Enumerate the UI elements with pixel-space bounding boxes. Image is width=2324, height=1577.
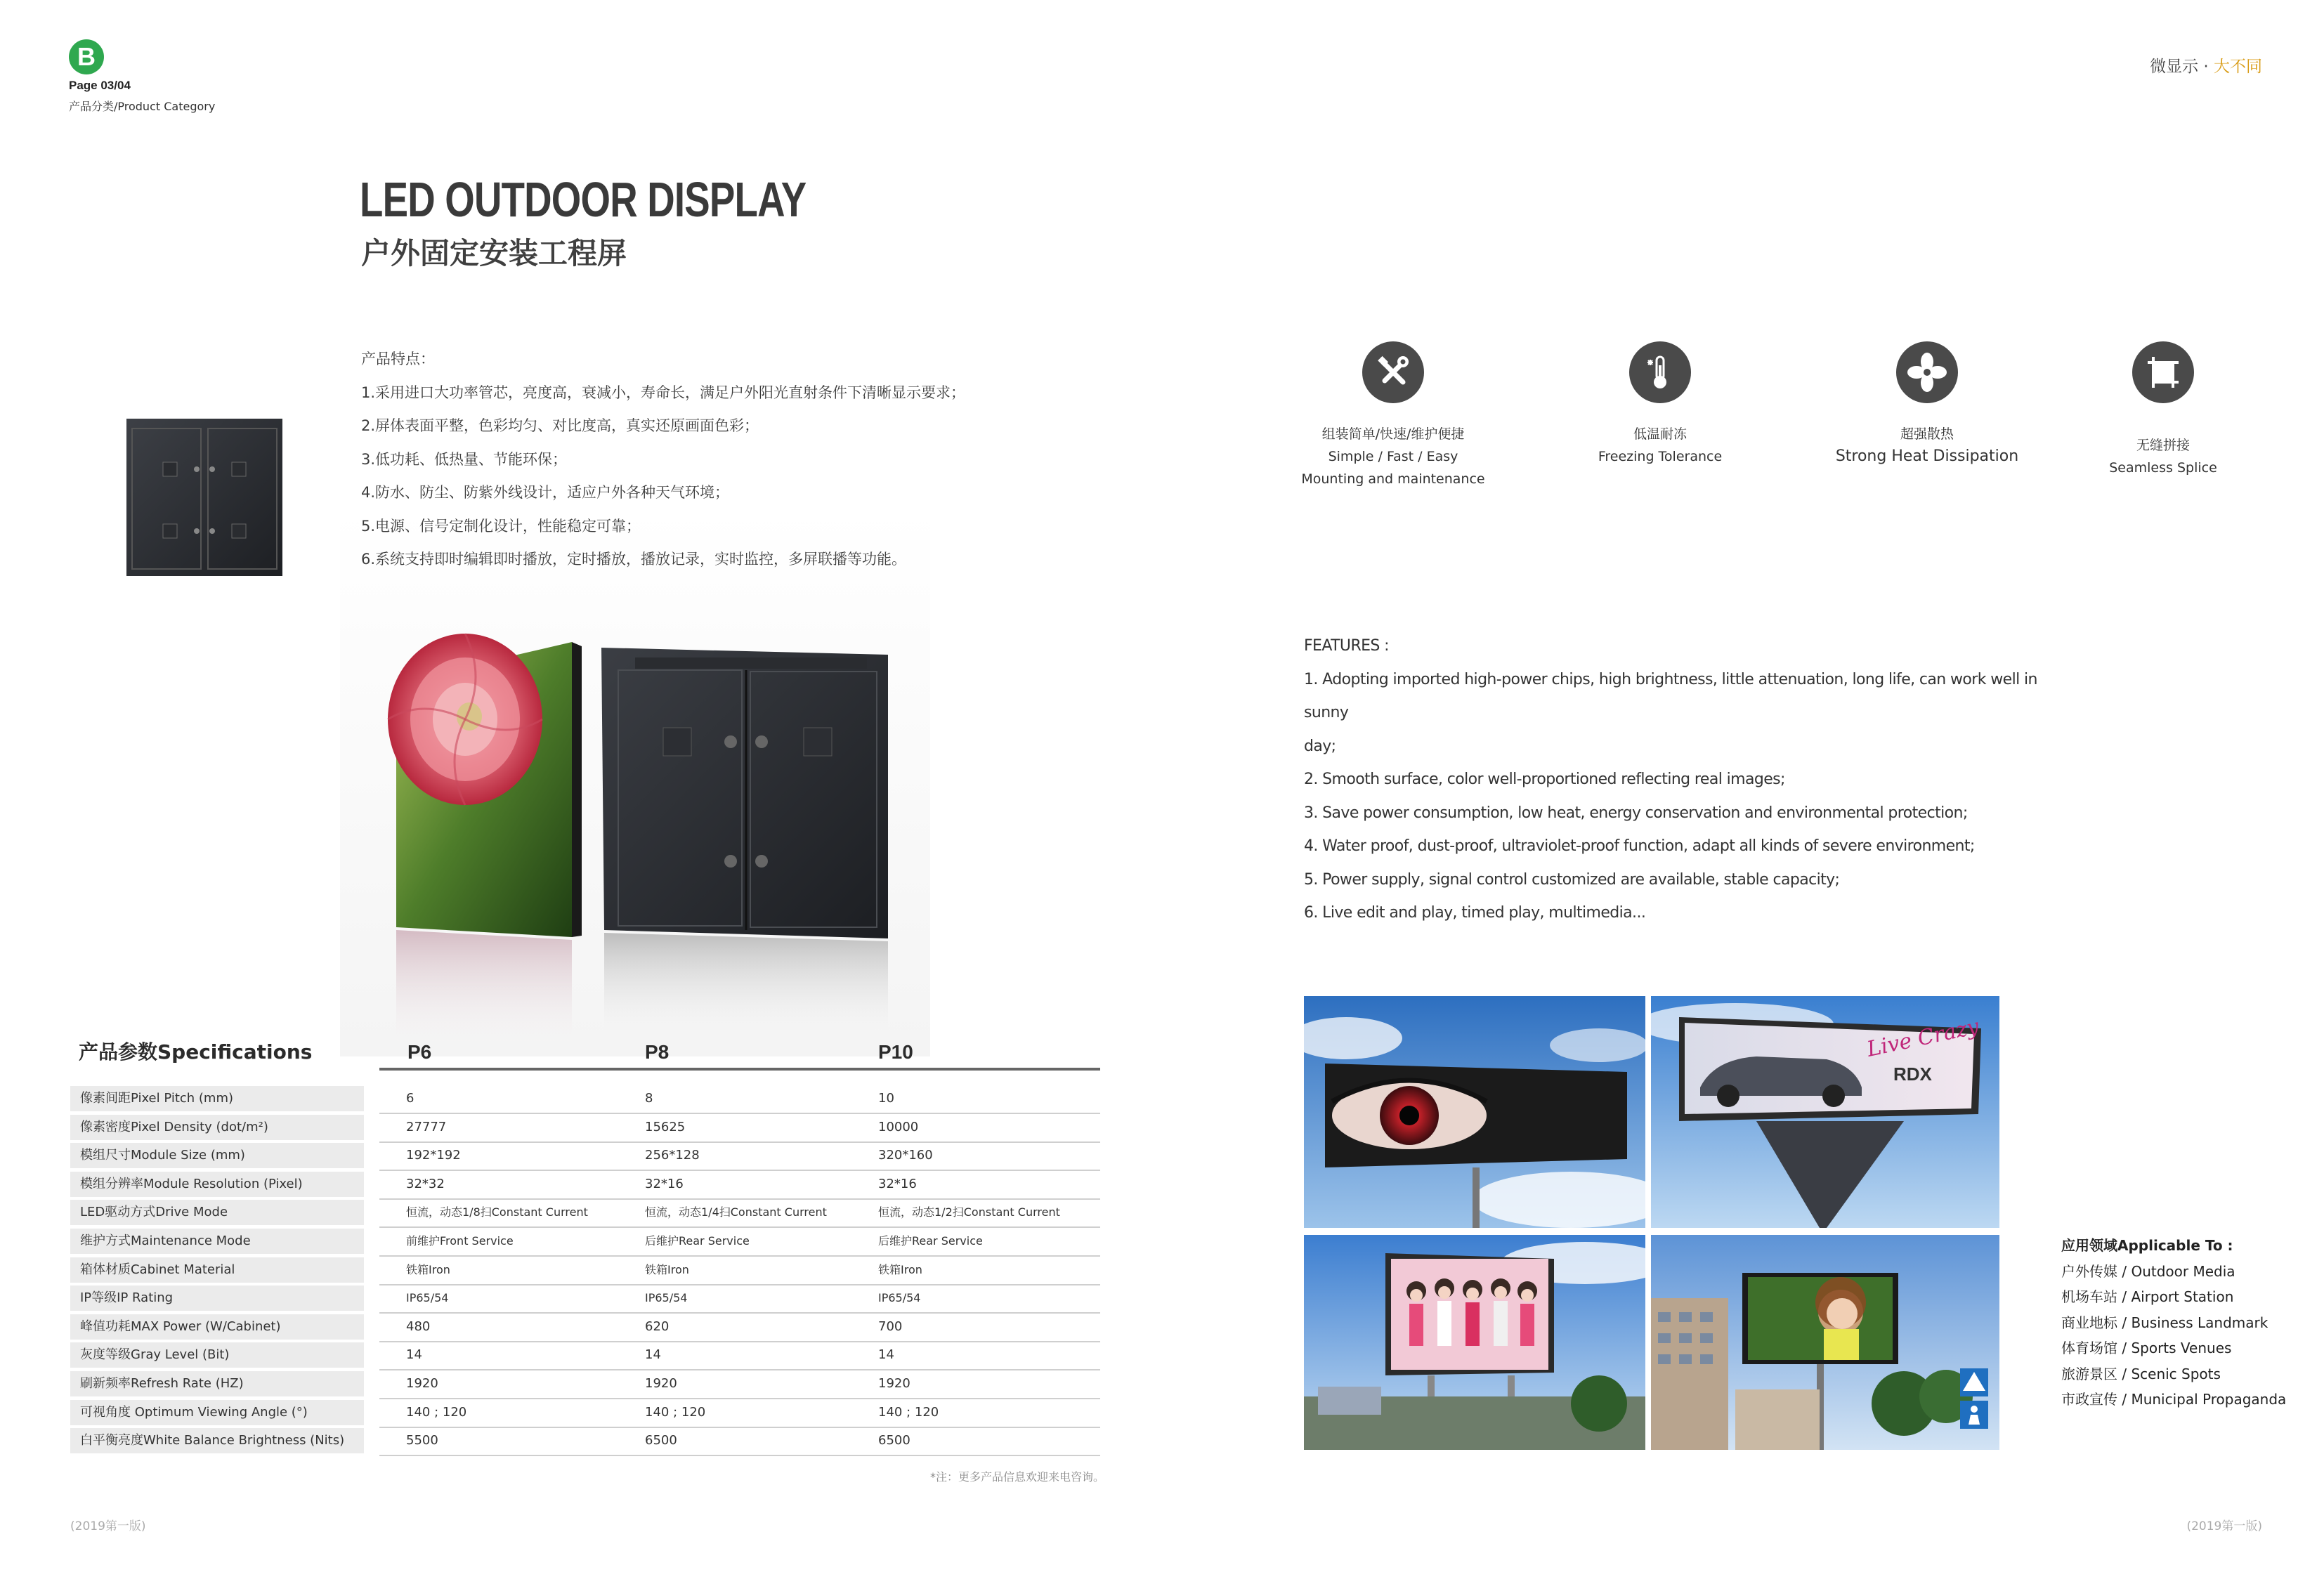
spec-row <box>70 1400 1100 1429</box>
slogan <box>2150 53 2262 77</box>
feature-en-5: 5. Power supply, signal control customized are available, stable capacity; <box>1304 870 1840 889</box>
application-photo-eye <box>1304 996 1645 1228</box>
edition-right: (2019第一版) <box>2186 1519 2262 1533</box>
splice-icon <box>2132 341 2194 403</box>
row-divider <box>379 1455 1100 1456</box>
applicable-item: 机场车站 / Airport Station <box>2061 1288 2234 1305</box>
feature-cn-5: 5.电源、信号定制化设计，性能稳定可靠； <box>361 517 641 535</box>
spec-value: 27777 <box>406 1119 447 1134</box>
tools-icon <box>1362 341 1424 403</box>
spec-value: 铁箱Iron <box>645 1262 689 1276</box>
icon-label-en: Strong Heat Dissipation <box>1835 447 2019 465</box>
spec-value: 192*192 <box>406 1148 461 1163</box>
applicable-item: 体育场馆 / Sports Venues <box>2061 1340 2232 1356</box>
spec-value: 700 <box>878 1318 903 1334</box>
feature-cn-2: 2.屏体表面平整，色彩均匀、对比度高，真实还原画面色彩； <box>361 417 759 434</box>
spec-value: 恒流，动态1/8扫Constant Current <box>406 1205 588 1219</box>
icon-label-en: Seamless Splice <box>2109 460 2217 476</box>
spec-label: 白平衡亮度White Balance Brightness (Nits) <box>70 1428 364 1453</box>
features-en-heading: FEATURES : <box>1304 637 1389 655</box>
feature-cn-6: 6.系统支持即时编辑即时播放，定时播放，播放记录，实时监控，多屏联播等功能。 <box>361 551 907 568</box>
spec-value: 32*32 <box>406 1176 445 1191</box>
applicable-heading: 应用领域Applicable To : <box>2061 1237 2233 1254</box>
feature-icon-card <box>1811 341 2043 468</box>
billboard-brand: RDX <box>1893 1064 1932 1085</box>
spec-row <box>70 1257 1100 1286</box>
spec-value: 32*16 <box>878 1176 917 1191</box>
spec-header-rule <box>379 1068 1100 1071</box>
applicable-item: 商业地标 / Business Landmark <box>2061 1314 2268 1331</box>
spec-value: 10 <box>878 1091 894 1106</box>
spec-col-p10: P10 <box>878 1041 913 1063</box>
spec-value: 后维护Rear Service <box>878 1234 983 1248</box>
spec-value: 320*160 <box>878 1148 933 1163</box>
spec-value: 140 ; 120 <box>645 1404 706 1420</box>
slogan-accent: 大不同 <box>2214 58 2262 76</box>
spec-value: 5500 <box>406 1433 438 1448</box>
spec-row <box>70 1428 1100 1457</box>
thermometer-icon <box>1629 341 1691 403</box>
product-category: 产品分类/Product Category <box>69 100 216 113</box>
feature-cn-1: 1.采用进口大功率管芯，亮度高，衰减小，寿命长，满足户外阳光直射条件下清晰显示要求； <box>361 384 966 401</box>
spec-row <box>70 1229 1100 1257</box>
spec-label: 箱体材质Cabinet Material <box>70 1257 364 1283</box>
application-photo-car <box>1651 996 1999 1228</box>
icon-label-en: Simple / Fast / Easy <box>1328 449 1458 464</box>
spec-value: 620 <box>645 1318 670 1334</box>
icon-label-cn: 超强散热 <box>1900 426 1954 442</box>
spec-label: 维护方式Maintenance Mode <box>70 1229 364 1254</box>
icon-label-cn: 无缝拼接 <box>2136 438 2190 453</box>
feature-cn-3: 3.低功耗、低热量、节能环保； <box>361 450 568 468</box>
spec-note: *注：更多产品信息欢迎来电咨询。 <box>930 1470 1105 1484</box>
feature-en-2: 2. Smooth surface, color well-proportioned reflecting real images; <box>1304 771 1785 788</box>
page-number: Page 03/04 <box>69 79 131 92</box>
spec-row <box>70 1086 1100 1115</box>
spec-label: 可视角度 Optimum Viewing Angle (°) <box>70 1400 364 1425</box>
spec-value: IP65/54 <box>406 1291 449 1305</box>
features-en <box>1304 629 2084 930</box>
applicable-item: 户外传媒 / Outdoor Media <box>2061 1262 2235 1280</box>
spec-value: 6500 <box>878 1433 910 1448</box>
spec-value: 10000 <box>878 1119 919 1134</box>
product-hero-image <box>340 509 930 1056</box>
spec-value: 6500 <box>645 1433 677 1448</box>
page-title: LED OUTDOOR DISPLAY <box>360 172 807 227</box>
applicable-item: 旅游景区 / Scenic Spots <box>2061 1365 2221 1382</box>
icon-label-en: Freezing Tolerance <box>1598 449 1723 464</box>
feature-en-6: 6. Live edit and play, timed play, multimedia... <box>1304 904 1646 922</box>
spec-col-p8: P8 <box>645 1041 670 1063</box>
edition-left: (2019第一版) <box>70 1519 146 1533</box>
spec-label: 模组分辨率Module Resolution (Pixel) <box>70 1172 364 1197</box>
spec-label: LED驱动方式Drive Mode <box>70 1200 364 1225</box>
cabinet-thumbnail <box>126 419 282 576</box>
spec-value: 铁箱Iron <box>406 1262 450 1276</box>
spec-row <box>70 1115 1100 1144</box>
spec-value: 15625 <box>645 1119 686 1134</box>
specs-heading: 产品参数Specifications <box>79 1040 313 1064</box>
spec-row <box>70 1371 1100 1400</box>
spec-row <box>70 1285 1100 1314</box>
spec-value: 32*16 <box>645 1176 684 1191</box>
spec-label: 像素间距Pixel Pitch (mm) <box>70 1086 364 1111</box>
feature-en-3: 3. Save power consumption, low heat, energy conservation and environmental protection; <box>1304 804 1968 822</box>
spec-value: 铁箱Iron <box>878 1262 922 1276</box>
feature-icon-card <box>1277 341 1509 490</box>
fan-icon <box>1896 341 1958 403</box>
spec-value: 8 <box>645 1091 653 1106</box>
feature-icon-card <box>1544 341 1776 468</box>
spec-value: 前维护Front Service <box>406 1234 514 1248</box>
spec-value: 6 <box>406 1091 414 1106</box>
feature-en-1-cont: day; <box>1304 737 1336 755</box>
spec-label: 峰值功耗MAX Power (W/Cabinet) <box>70 1314 364 1340</box>
features-cn-heading: 产品特点： <box>361 351 435 367</box>
spec-value: 恒流，动态1/4扫Constant Current <box>645 1205 827 1219</box>
icon-label-cn: 低温耐冻 <box>1633 426 1687 442</box>
spec-value: 140 ; 120 <box>878 1404 939 1420</box>
spec-value: 14 <box>878 1347 894 1363</box>
feature-en-4: 4. Water proof, dust-proof, ultraviolet-proof function, adapt all kinds of severe environment; <box>1304 837 1975 855</box>
spec-value: IP65/54 <box>878 1291 921 1305</box>
spec-value: 1920 <box>406 1375 438 1391</box>
feature-cn-4: 4.防水、防尘、防紫外线设计，适应户外各种天气环境； <box>361 484 730 501</box>
spec-value: 后维护Rear Service <box>645 1234 750 1248</box>
icon-label-cn: 组装简单/快速/维护便捷 <box>1321 426 1465 442</box>
spec-value: 1920 <box>878 1375 910 1391</box>
spec-row <box>70 1342 1100 1371</box>
spec-label: 刷新频率Refresh Rate (HZ) <box>70 1371 364 1396</box>
applicable-list <box>2061 1233 2286 1413</box>
spec-value: 140 ; 120 <box>406 1404 467 1420</box>
icon-label-en: Mounting and maintenance <box>1301 471 1485 487</box>
spec-value: 1920 <box>645 1375 677 1391</box>
spec-row <box>70 1172 1100 1200</box>
billboard-slogan: Live Crazy <box>1865 1014 1981 1062</box>
feature-en-1: 1. Adopting imported high-power chips, high brightness, little attenuation, long life, can work well in sunny <box>1304 670 2037 721</box>
applicable-item: 市政宣传 / Municipal Propaganda <box>2061 1391 2287 1408</box>
spec-label: 像素密度Pixel Density (dot/m²) <box>70 1115 364 1140</box>
page-subtitle: 户外固定安装工程屏 <box>361 236 627 270</box>
specs-table <box>70 1086 1100 1457</box>
features-cn <box>361 343 965 577</box>
spec-value: IP65/54 <box>645 1291 688 1305</box>
feature-icon-card <box>2047 341 2279 479</box>
spec-row <box>70 1143 1100 1172</box>
spec-row <box>70 1314 1100 1343</box>
spec-value: 14 <box>645 1347 661 1363</box>
spec-label: 灰度等级Gray Level (Bit) <box>70 1342 364 1368</box>
spec-row <box>70 1200 1100 1229</box>
application-photo-girls <box>1304 1235 1645 1450</box>
application-photo-city <box>1651 1235 1999 1450</box>
spec-value: 256*128 <box>645 1148 700 1163</box>
spec-value: 480 <box>406 1318 431 1334</box>
spec-col-p6: P6 <box>407 1041 432 1063</box>
brand-logo: B <box>69 39 104 74</box>
spec-value: 14 <box>406 1347 422 1363</box>
slogan-main: 微显示 · <box>2150 58 2214 76</box>
spec-value: 恒流，动态1/2扫Constant Current <box>878 1205 1060 1219</box>
spec-label: 模组尺寸Module Size (mm) <box>70 1143 364 1168</box>
spec-label: IP等级IP Rating <box>70 1285 364 1311</box>
